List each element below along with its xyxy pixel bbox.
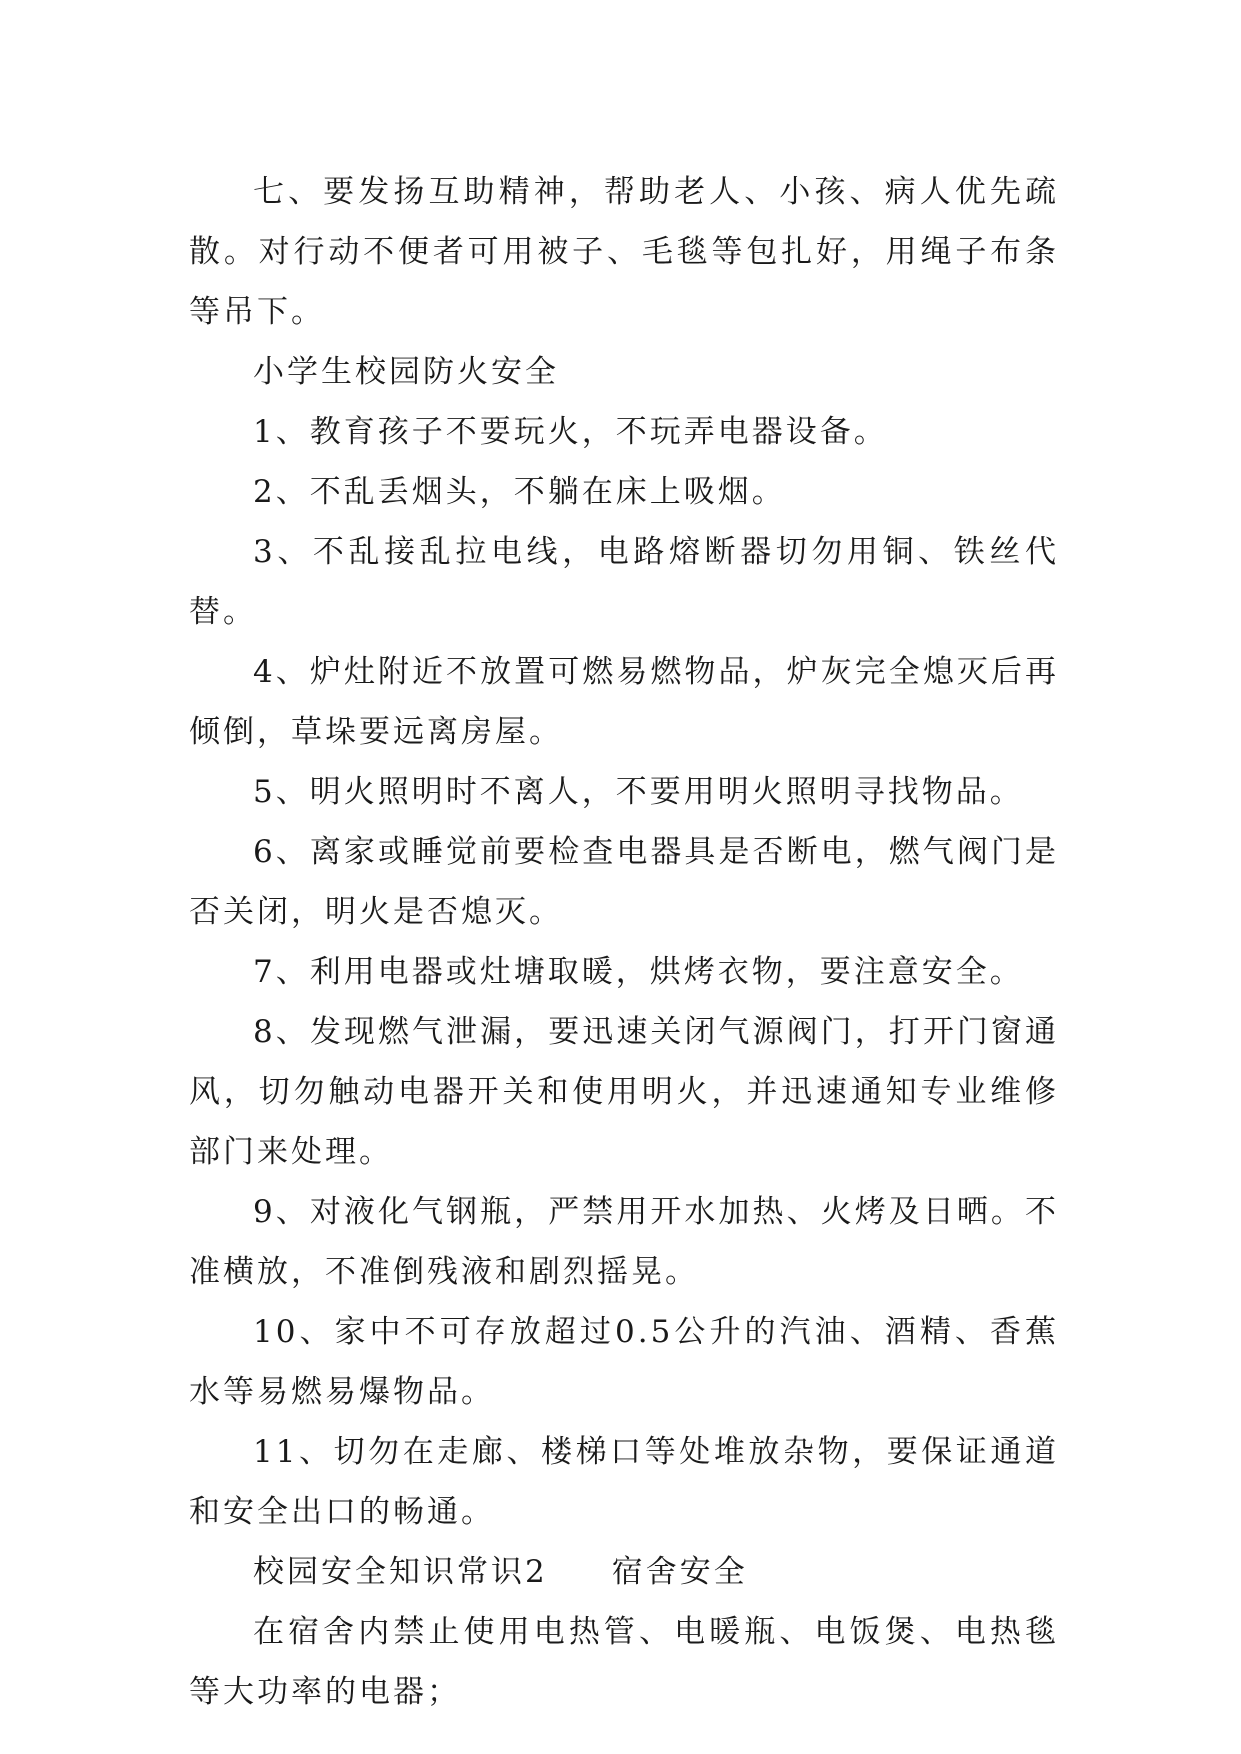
list-item-8: 8、发现燃气泄漏，要迅速关闭气源阀门，打开门窗通风，切勿触动电器开关和使用明火，并迅速通知专业维修部门来处理。 [189, 1014, 1059, 1170]
section-heading-title: 校园安全知识常识2 [253, 1554, 548, 1590]
paragraph-dorm-rule: 在宿舍内禁止使用电热管、电暖瓶、电饭煲、电热毯等大功率的电器； [189, 1614, 1059, 1710]
list-item-4: 4、炉灶附近不放置可燃易燃物品，炉灰完全熄灭后再倾倒，草垛要远离房屋。 [189, 654, 1059, 750]
list-item-7: 7、利用电器或灶塘取暖，烘烤衣物，要注意安全。 [253, 954, 1024, 990]
section-heading [189, 1542, 1059, 1602]
list-item-6: 6、离家或睡觉前要检查电器具是否断电，燃气阀门是否关闭，明火是否熄灭。 [189, 834, 1059, 930]
list-item-2: 2、不乱丢烟头，不躺在床上吸烟。 [253, 474, 786, 510]
section-title-fire-safety: 小学生校园防火安全 [253, 354, 559, 390]
list-item-9: 9、对液化气钢瓶，严禁用开水加热、火烤及日晒。不准横放，不准倒残液和剧烈摇晃。 [189, 1194, 1059, 1290]
list-item-10: 10、家中不可存放超过0.5公升的汽油、酒精、香蕉水等易燃易爆物品。 [189, 1314, 1059, 1410]
section-heading-subtitle: 宿舍安全 [611, 1554, 748, 1590]
list-item-5: 5、明火照明时不离人，不要用明火照明寻找物品。 [253, 774, 1024, 810]
paragraph-mutual-aid: 七、要发扬互助精神，帮助老人、小孩、病人优先疏散。对行动不便者可用被子、毛毯等包扎好，用绳子布条等吊下。 [189, 174, 1059, 330]
list-item-1: 1、教育孩子不要玩火，不玩弄电器设备。 [253, 414, 888, 450]
list-item-11: 11、切勿在走廊、楼梯口等处堆放杂物，要保证通道和安全出口的畅通。 [189, 1434, 1059, 1530]
document-body [189, 162, 1059, 1722]
list-item-3: 3、不乱接乱拉电线，电路熔断器切勿用铜、铁丝代替。 [189, 534, 1059, 630]
